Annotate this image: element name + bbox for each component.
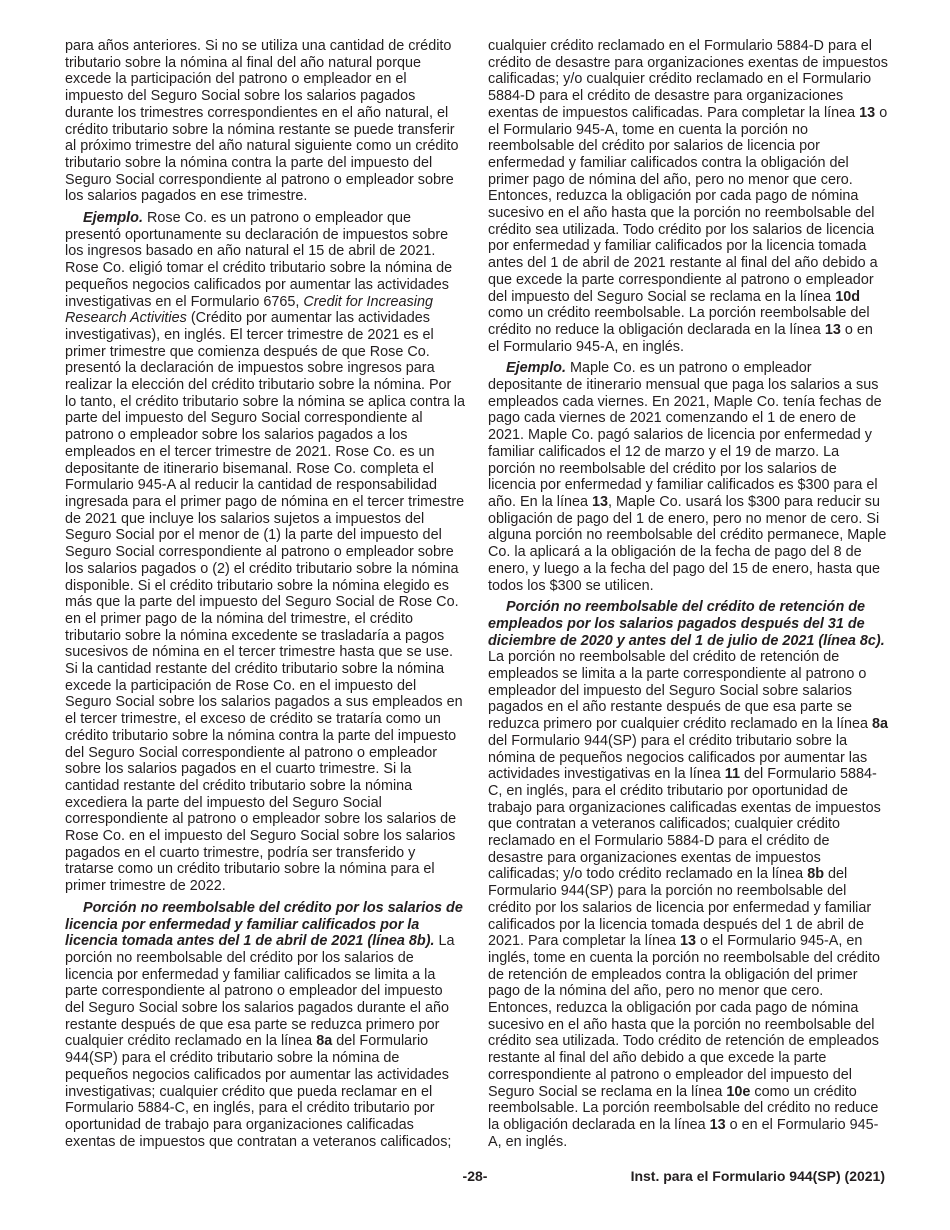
example-label: Ejemplo. [506,360,566,377]
text: La porción no reembolsable del crédito de retención de empleados se limita a la parte correspondiente al patrono o empleador del impuesto del Seguro Social sobre salarios pagados en el año restante después de que esa parte se reduzca primero por cualquier crédito reclamado en la línea [488,649,868,733]
text: como un crédito reembolsable. La porción reembolsable del crédito no reduce la obligación declarada en la línea [488,305,870,338]
line-reference: 10e [726,1083,751,1100]
text: o en el Formulario 945-A, en inglés. [488,321,873,355]
left-column [65,38,465,1155]
text: o en el Formulario 945-A, en inglés. [488,1117,879,1150]
line-reference: 13 [824,321,841,338]
line-reference: 8a [316,1033,333,1050]
text: del Formulario 5884-C, en inglés, para el crédito tributario por oportunidad de trabajo para organizaciones calificadas exentas de impuestos que contratan a veteranos calificados; cualquier crédito reclamado en el Formulario 5884-D para el crédito de desastre para organizaciones exentas de impuestos calificadas; y/o todo crédito reclamado en la línea [488,766,881,883]
section-heading: Porción no reembolsable del crédito por los salarios de licencia por enfermedad y familiar calificados por la licencia tomada antes del 1 de abril de 2021 (línea 8b). [65,899,463,950]
line-reference: 13 [709,1117,726,1133]
text: como un crédito reembolsable. La porción reembolsable del crédito no reduce la obligación declarada en la línea [488,1083,879,1133]
text: Maple Co. es un patrono o empleador depositante de itinerario mensual que paga los salarios a sus empleados cada viernes. En 2021, Maple Co. tenía fechas de pago cada viernes de 2021 comenzando el 1 de enero de 2021. Maple Co. pagó salarios de licencia por enfermedad y familiar calificados el 12 de marzo y el 19 de marzo. La porción no reembolsable del crédito por los salarios de licencia por enfermedad y familiar calificados es $300 para el año. En la línea [488,360,882,510]
section-paragraph [488,599,888,1150]
text: o el Formulario 945-A, en inglés, tome en cuenta la porción no reembolsable del crédito de retención de empleados contra la obligación del primer pago de la nómina del año, pero no menor que cero. Entonces, reduzca la obligación por cada pago de nómina sucesivo en el año hasta que la porción no reembolsable del crédito sea utilizada. Todo crédito de retención de empleados restante al final del año debido a que excede la parte correspondiente al patrono o empleador del impuesto del Seguro Social se reclama en la línea [488,933,880,1100]
example-label: Ejemplo. [83,210,143,227]
line-reference: 8a [871,716,888,733]
form-title-italic: Credit for Increasing Research Activities [65,293,433,327]
text: Rose Co. es un patrono o empleador que presentó oportunamente su declaración de impuestos sobre los ingresos basado en año natural el 15 de abril de 2021. Rose Co. eligió tomar el crédito tributario sobre la nómina de pequeños negocios calificados por aumentar las actividades investigativas en el Formulario 6765, [65,210,453,310]
line-reference: 13 [859,104,876,121]
line-reference: 13 [680,933,697,950]
paragraph [65,38,465,205]
text: (Crédito por aumentar las actividades investigativas), en inglés. El tercer trimestre de 2021 es el primer trimestre que comienza después de que Rose Co. presentó la declaración de impuestos sobre ingresos para realizar la elección del crédito tributario sobre la nómina. Por lo tanto, el crédito tributario sobre la nómina se aplica contra la parte del impuesto del Seguro Social correspondiente al patrono o empleador sobre los salarios pagados a los empleados en el tercer trimestre de 2021. Rose Co. es un depositante de itinerario bisemanal. Rose Co. completa el Formulario 945-A al reducir la cantidad de responsabilidad ingresada para el primer pago de nómina en el tercer trimestre de 2021 que incluye los salarios sujetos a impuestos del Seguro Social por el menor de (1) la parte del impuesto del Seguro Social correspondiente al patrono o empleador sobre los salarios pagados o (2) el crédito tributario sobre la nómina disponible. Si el crédito tributario sobre la nómina elegido es más que la parte del impuesto del Seguro Social de Rose Co. en el primer pago de la nómina del trimestre, el crédito tributario sobre la nómina excedente se trasladaría a pagos sucesivos de nómina en el tercer trimestre hasta que se use. Si la cantidad restante del crédito tributario sobre la nómina excede la participación de Rose Co. en el impuesto del Seguro Social sobre los salarios pagados a sus empleados en el tercer trimestre, el exceso de crédito se trataría como un crédito tributario sobre la nómina contra la parte del impuesto del Seguro Social correspondiente al patrono o empleador sobre los salarios pagados en el cuarto trimestre. Si la cantidad restante del crédito tributario sobre la nómina excediera la parte del impuesto del Seguro Social correspondiente al patrono o empleador sobre los salarios de Rose Co. en el impuesto del Seguro Social sobre los salarios pagados en el cuarto trimestre, podría ser transferido y tratarse como un crédito tributario sobre la nómina para el primer trimestre de 2022. [65,310,465,895]
footer-title: Inst. para el Formulario 944(SP) (2021) [630,1168,885,1184]
text: para años anteriores. Si no se utiliza una cantidad de crédito tributario sobre la nómina al final del año natural porque excede la participación del patrono o empleador en el impuesto del Seguro Social sobre los salarios pagados durante los trimestres correspondientes en el año natural, el crédito tributario sobre la nómina restante se puede transferir al próximo trimestre del año natural siguiente como un crédito tributario sobre la nómina contra la parte del impuesto del Seguro Social correspondiente al patrono o empleador sobre los salarios pagados en ese trimestre. [65,38,459,205]
line-reference: 13 [592,493,609,510]
text: del Formulario 944(SP) para el crédito tributario sobre la nómina de pequeños negocios calificados por aumentar las actividades investigativas; cualquier crédito que pueda reclamar en el Formulario 5884-C, en inglés, para el crédito tributario por oportunidad de trabajo para organizaciones calificadas exentas de impuestos que contratan a veteranos calificados; [65,1033,452,1150]
text: cualquier crédito reclamado en el Formulario 5884-D para el crédito de desastre para organizaciones exentas de impuestos calificadas; y/o cualquier crédito reclamado en el Formulario 5884-D para el crédito de desastre para organizaciones exentas de impuestos calificadas. Para completar la línea [488,38,888,121]
example-paragraph [65,210,465,895]
right-column [488,38,888,1155]
section-paragraph [65,900,465,1151]
text: La porción no reembolsable del crédito por los salarios de licencia por enfermedad y familiar calificados se limita a la parte correspondiente al patrono o empleador del impuesto del Seguro Social sobre los salarios pagados durante el año restante después de que esa parte se reduzca primero por cualquier crédito reclamado en la línea [65,933,455,1050]
text: del Formulario 944(SP) para la porción no reembolsable del crédito por los salarios de licencia por enfermedad y familiar calificados por la licencia tomada después del 1 de abril de 2021. Para completar la línea [488,866,872,950]
section-heading: Porción no reembolsable del crédito de retención de empleados por los salarios pagados después del 31 de diciembre de 2020 y antes del 1 de julio de 2021 (línea 8c). [488,599,885,649]
example-paragraph [488,360,888,594]
line-reference: 8b [807,866,824,883]
text: del Formulario 944(SP) para el crédito tributario sobre la nómina de pequeños negocios calificados por aumentar las actividades investigativas en la línea [488,732,868,783]
page-number: -28- [462,1168,488,1184]
text: , Maple Co. usará los $300 para reducir su obligación de pago del 1 de enero, pero no menor de cero. Si alguna porción no reembolsable del crédito permanece, Maple Co. la aplicará a la obligación de la fecha de pago del 8 de enero, y luego a la fecha del pago del 15 de enero, hasta que todos los $300 se utilicen. [488,493,887,594]
line-reference: 10d [835,288,860,305]
text: o el Formulario 945-A, tome en cuenta la porción no reembolsable del crédito por salarios de licencia por enfermedad y familiar calificados contra la obligación del primer pago de nómina del año, pero no menor que cero. Entonces, reduzca la obligación por cada pago de nómina sucesivo en el año hasta que la porción no reembolsable del crédito sea utilizada. Todo crédito por los salarios de licencia por enfermedad y familiar calificados por la licencia tomada antes del 1 de abril de 2021 restante al final del año debido a que excede la parte correspondiente al patrono o empleador del impuesto del Seguro Social se reclama en la línea [488,104,888,305]
paragraph [488,38,888,355]
line-reference: 11 [724,766,741,783]
